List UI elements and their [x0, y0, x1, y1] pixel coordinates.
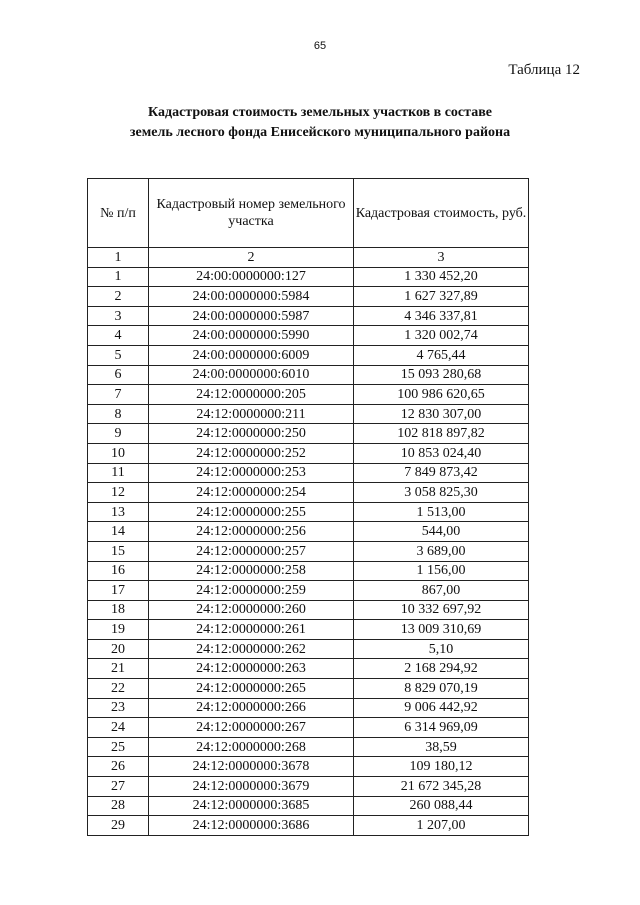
cadastral-value-cell: 1 627 327,89: [354, 287, 529, 307]
row-number-cell: 25: [88, 737, 149, 757]
table-row: [88, 463, 529, 483]
cadastral-value-cell: 5,10: [354, 639, 529, 659]
cadastral-number-cell: 24:12:0000000:265: [149, 679, 354, 699]
table-row: [88, 796, 529, 816]
row-number-cell: 29: [88, 816, 149, 836]
title-line-2: земель лесного фонда Енисейского муниципального района: [129, 125, 511, 140]
cadastral-number-cell: 24:00:0000000:127: [149, 267, 354, 287]
cadastral-value-cell: 6 314 969,09: [354, 718, 529, 738]
cadastral-number-cell: 24:12:0000000:254: [149, 483, 354, 503]
cadastral-number-cell: 24:12:0000000:3685: [149, 796, 354, 816]
table-row: [88, 443, 529, 463]
cadastral-number-cell: 24:12:0000000:205: [149, 385, 354, 405]
table-row: [88, 737, 529, 757]
row-number-cell: 8: [88, 404, 149, 424]
cadastral-number-cell: 24:12:0000000:255: [149, 502, 354, 522]
table-row: [88, 757, 529, 777]
document-title: [0, 103, 640, 143]
table-row: [88, 816, 529, 836]
cadastral-value-cell: 15 093 280,68: [354, 365, 529, 385]
cadastral-value-cell: 4 765,44: [354, 345, 529, 365]
index-cell: 2: [149, 248, 354, 268]
row-number-cell: 11: [88, 463, 149, 483]
cadastral-number-cell: 24:12:0000000:268: [149, 737, 354, 757]
table-row: [88, 639, 529, 659]
row-number-cell: 17: [88, 581, 149, 601]
cadastral-value-cell: 102 818 897,82: [354, 424, 529, 444]
row-number-cell: 19: [88, 620, 149, 640]
cadastral-number-cell: 24:12:0000000:256: [149, 522, 354, 542]
cadastral-value-cell: 260 088,44: [354, 796, 529, 816]
cadastral-value-cell: 3 058 825,30: [354, 483, 529, 503]
cadastral-number-cell: 24:12:0000000:252: [149, 443, 354, 463]
row-number-cell: 16: [88, 561, 149, 581]
table-row: [88, 698, 529, 718]
cadastral-number-cell: 24:12:0000000:3678: [149, 757, 354, 777]
table-row: [88, 385, 529, 405]
cadastral-number-cell: 24:12:0000000:259: [149, 581, 354, 601]
table-row: [88, 522, 529, 542]
cadastral-number-cell: 24:00:0000000:5987: [149, 306, 354, 326]
table-row: [88, 600, 529, 620]
cadastral-number-cell: 24:12:0000000:211: [149, 404, 354, 424]
cadastral-value-cell: 38,59: [354, 737, 529, 757]
cadastral-number-cell: 24:00:0000000:5984: [149, 287, 354, 307]
row-number-cell: 5: [88, 345, 149, 365]
row-number-cell: 12: [88, 483, 149, 503]
row-number-cell: 23: [88, 698, 149, 718]
table-body: [88, 267, 529, 835]
cadastral-value-cell: 100 986 620,65: [354, 385, 529, 405]
table-row: [88, 483, 529, 503]
cadastral-value-cell: 1 320 002,74: [354, 326, 529, 346]
row-number-cell: 6: [88, 365, 149, 385]
table-row: [88, 306, 529, 326]
row-number-cell: 10: [88, 443, 149, 463]
cadastral-number-cell: 24:12:0000000:263: [149, 659, 354, 679]
table-row: [88, 287, 529, 307]
table-row: [88, 777, 529, 797]
cadastral-value-cell: 12 830 307,00: [354, 404, 529, 424]
cadastral-number-cell: 24:12:0000000:257: [149, 541, 354, 561]
table-row: [88, 718, 529, 738]
cadastral-number-cell: 24:00:0000000:6009: [149, 345, 354, 365]
table-row: [88, 267, 529, 287]
cadastral-number-cell: 24:12:0000000:253: [149, 463, 354, 483]
row-number-cell: 2: [88, 287, 149, 307]
cadastral-number-cell: 24:12:0000000:262: [149, 639, 354, 659]
table-row: [88, 679, 529, 699]
table-row: [88, 365, 529, 385]
table-row: [88, 326, 529, 346]
table-row: [88, 345, 529, 365]
row-number-cell: 9: [88, 424, 149, 444]
table-row: [88, 581, 529, 601]
cadastral-number-cell: 24:00:0000000:6010: [149, 365, 354, 385]
cadastral-value-cell: 2 168 294,92: [354, 659, 529, 679]
row-number-cell: 26: [88, 757, 149, 777]
cadastral-value-cell: 1 207,00: [354, 816, 529, 836]
cadastral-value-cell: 544,00: [354, 522, 529, 542]
cadastral-number-cell: 24:12:0000000:260: [149, 600, 354, 620]
table-row: [88, 620, 529, 640]
cadastral-value-cell: 1 513,00: [354, 502, 529, 522]
row-number-cell: 24: [88, 718, 149, 738]
page-number: 65: [313, 40, 327, 52]
cadastral-number-cell: 24:00:0000000:5990: [149, 326, 354, 346]
table-header-row: [88, 179, 529, 248]
cadastral-number-cell: 24:12:0000000:250: [149, 424, 354, 444]
row-number-cell: 4: [88, 326, 149, 346]
cadastral-value-cell: 4 346 337,81: [354, 306, 529, 326]
row-number-cell: 3: [88, 306, 149, 326]
cadastral-value-cell: 10 332 697,92: [354, 600, 529, 620]
row-number-cell: 21: [88, 659, 149, 679]
row-number-cell: 27: [88, 777, 149, 797]
row-number-cell: 13: [88, 502, 149, 522]
cadastral-value-cell: 21 672 345,28: [354, 777, 529, 797]
cadastral-number-cell: 24:12:0000000:3686: [149, 816, 354, 836]
table-index-row: [88, 248, 529, 268]
cadastral-value-table: [87, 178, 529, 836]
cadastral-value-cell: 1 156,00: [354, 561, 529, 581]
cadastral-value-cell: 10 853 024,40: [354, 443, 529, 463]
title-line-1: Кадастровая стоимость земельных участков в составе: [148, 105, 492, 120]
table-row: [88, 659, 529, 679]
table-row: [88, 561, 529, 581]
cadastral-value-cell: 3 689,00: [354, 541, 529, 561]
row-number-cell: 15: [88, 541, 149, 561]
header-cadastral-number: Кадастровый номер земельного участка: [149, 179, 354, 248]
cadastral-number-cell: 24:12:0000000:266: [149, 698, 354, 718]
index-cell: 1: [88, 248, 149, 268]
row-number-cell: 1: [88, 267, 149, 287]
table-row: [88, 502, 529, 522]
cadastral-value-cell: 9 006 442,92: [354, 698, 529, 718]
cadastral-value-cell: 1 330 452,20: [354, 267, 529, 287]
cadastral-value-cell: 867,00: [354, 581, 529, 601]
row-number-cell: 18: [88, 600, 149, 620]
cadastral-number-cell: 24:12:0000000:3679: [149, 777, 354, 797]
row-number-cell: 22: [88, 679, 149, 699]
header-cadastral-value: Кадастровая стоимость, руб.: [354, 179, 529, 248]
table-label: Таблица 12: [508, 62, 580, 78]
index-cell: 3: [354, 248, 529, 268]
table-row: [88, 404, 529, 424]
cadastral-value-cell: 7 849 873,42: [354, 463, 529, 483]
row-number-cell: 14: [88, 522, 149, 542]
cadastral-number-cell: 24:12:0000000:261: [149, 620, 354, 640]
header-number: № п/п: [88, 179, 149, 248]
table-row: [88, 541, 529, 561]
cadastral-value-cell: 13 009 310,69: [354, 620, 529, 640]
row-number-cell: 28: [88, 796, 149, 816]
row-number-cell: 7: [88, 385, 149, 405]
cadastral-value-cell: 109 180,12: [354, 757, 529, 777]
cadastral-number-cell: 24:12:0000000:258: [149, 561, 354, 581]
row-number-cell: 20: [88, 639, 149, 659]
table-row: [88, 424, 529, 444]
cadastral-number-cell: 24:12:0000000:267: [149, 718, 354, 738]
cadastral-value-cell: 8 829 070,19: [354, 679, 529, 699]
